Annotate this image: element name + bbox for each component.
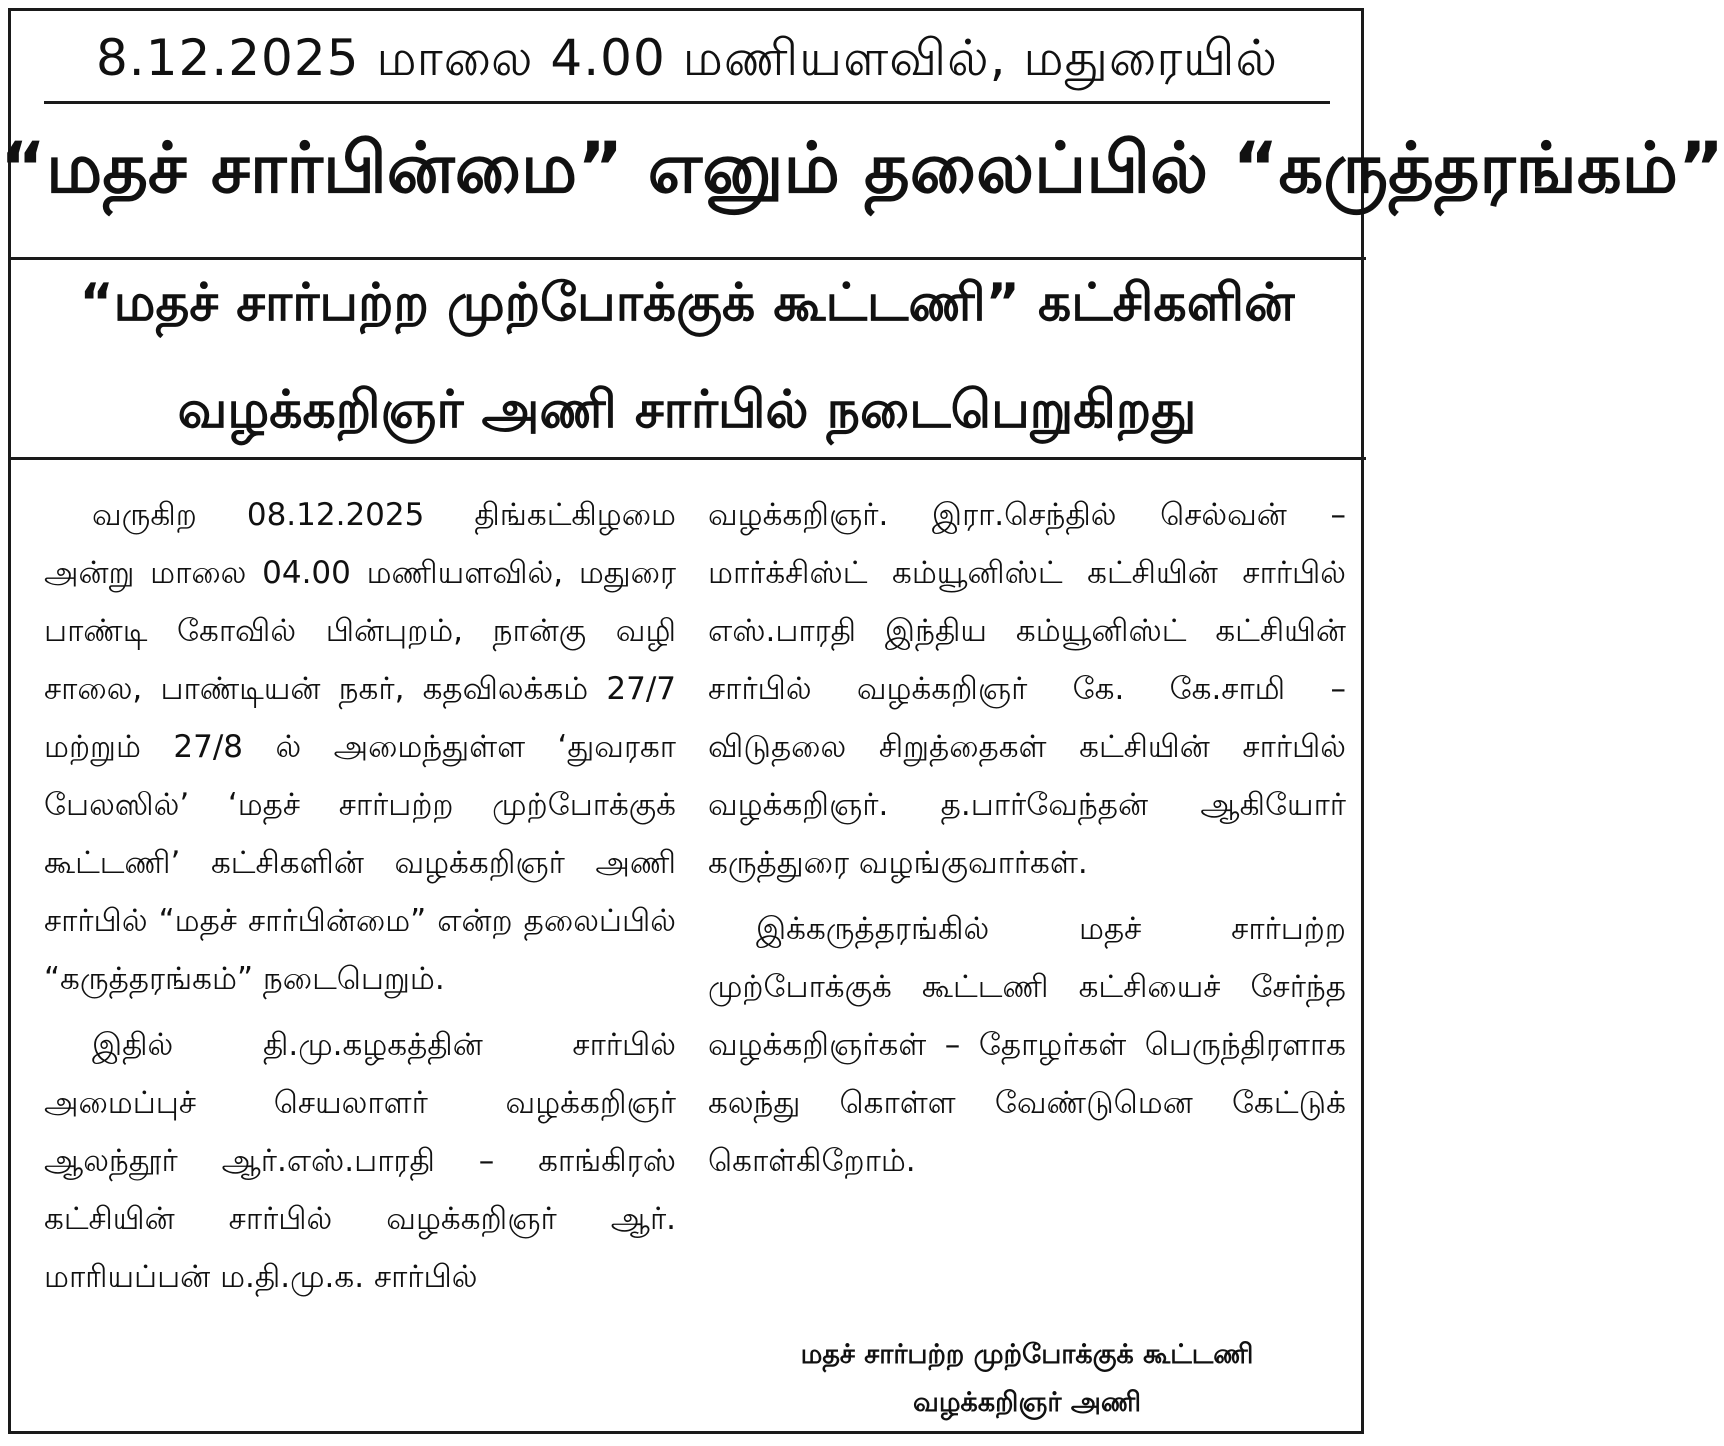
signature-org: மதச் சார்பற்ற முற்போக்குக் கூட்டணி	[800, 1339, 1254, 1370]
paragraph-venue: வருகிற 08.12.2025 திங்கட்கிழமை அன்று மாலை 04.00 மணியளவில், மதுரை பாண்டி கோவில் பின்புறம், நான்கு வழி சாலை, பாண்டியன் நகர், கதவிலக்கம் 27/7 மற்றும் 27/8 ல் அமைந்துள்ள ‘துவரகா பேலஸில்’ ‘மதச் சார்பற்ற முற்போக்குக் கூட்டணி’ கட்சிகளின் வழக்கறிஞர் அணி சார்பில் “மதச் சார்பின்மை” என்ற தலைப்பில் “கருத்தரங்கம்” நடைபெறும்.	[44, 497, 676, 997]
divider-title	[8, 257, 1366, 260]
left-column	[44, 486, 676, 1306]
subtitle-line-2: வழக்கறிஞர் அணி சார்பில் நடைபெறுகிறது	[177, 380, 1197, 440]
subtitle-line-1: “மதச் சார்பற்ற முற்போக்குக் கூட்டணி” கட்சிகளின்	[79, 273, 1295, 333]
paragraph-speakers-start: இதில் தி.மு.கழகத்தின் சார்பில் அமைப்புச் செயலாளர் வழக்கறிஞர் ஆலந்தூர் ஆர்.எஸ்.பாரதி – காங்கிரஸ் கட்சியின் சார்பில் வழக்கறிஞர் ஆர். மாரியப்பன் ம.தி.மு.க. சார்பில்	[44, 1027, 676, 1295]
right-column	[708, 486, 1346, 1190]
paragraph-speakers-cont: வழக்கறிஞர். இரா.செந்தில் செல்வன் – மார்க்சிஸ்ட் கம்யூனிஸ்ட் கட்சியின் சார்பில் எஸ்.பாரதி இந்திய கம்யூனிஸ்ட் கட்சியின் சார்பில் வழக்கறிஞர் கே. கே.சாமி – விடுதலை சிறுத்தைகள் கட்சியின் சார்பில் வழக்கறிஞர். த.பார்வேந்தன் ஆகியோர் கருத்துரை வழங்குவார்கள்.	[708, 497, 1346, 881]
paragraph-invitation: இக்கருத்தரங்கில் மதச் சார்பற்ற முற்போக்குக் கூட்டணி கட்சியைச் சேர்ந்த வழக்கறிஞர்கள் – தோழர்கள் பெருந்திரளாக கலந்து கொள்ள வேண்டுமென கேட்டுக் கொள்கிறோம்.	[708, 911, 1346, 1179]
page-title: “மதச் சார்பின்மை” எனும் தலைப்பில் “கருத்தரங்கம்”	[0, 127, 1724, 209]
divider-top	[44, 101, 1330, 104]
event-date-time: 8.12.2025 மாலை 4.00 மணியளவில், மதுரையில்	[96, 29, 1278, 87]
signature-wing: வழக்கறிஞர் அணி	[912, 1387, 1141, 1418]
divider-body	[8, 457, 1366, 460]
